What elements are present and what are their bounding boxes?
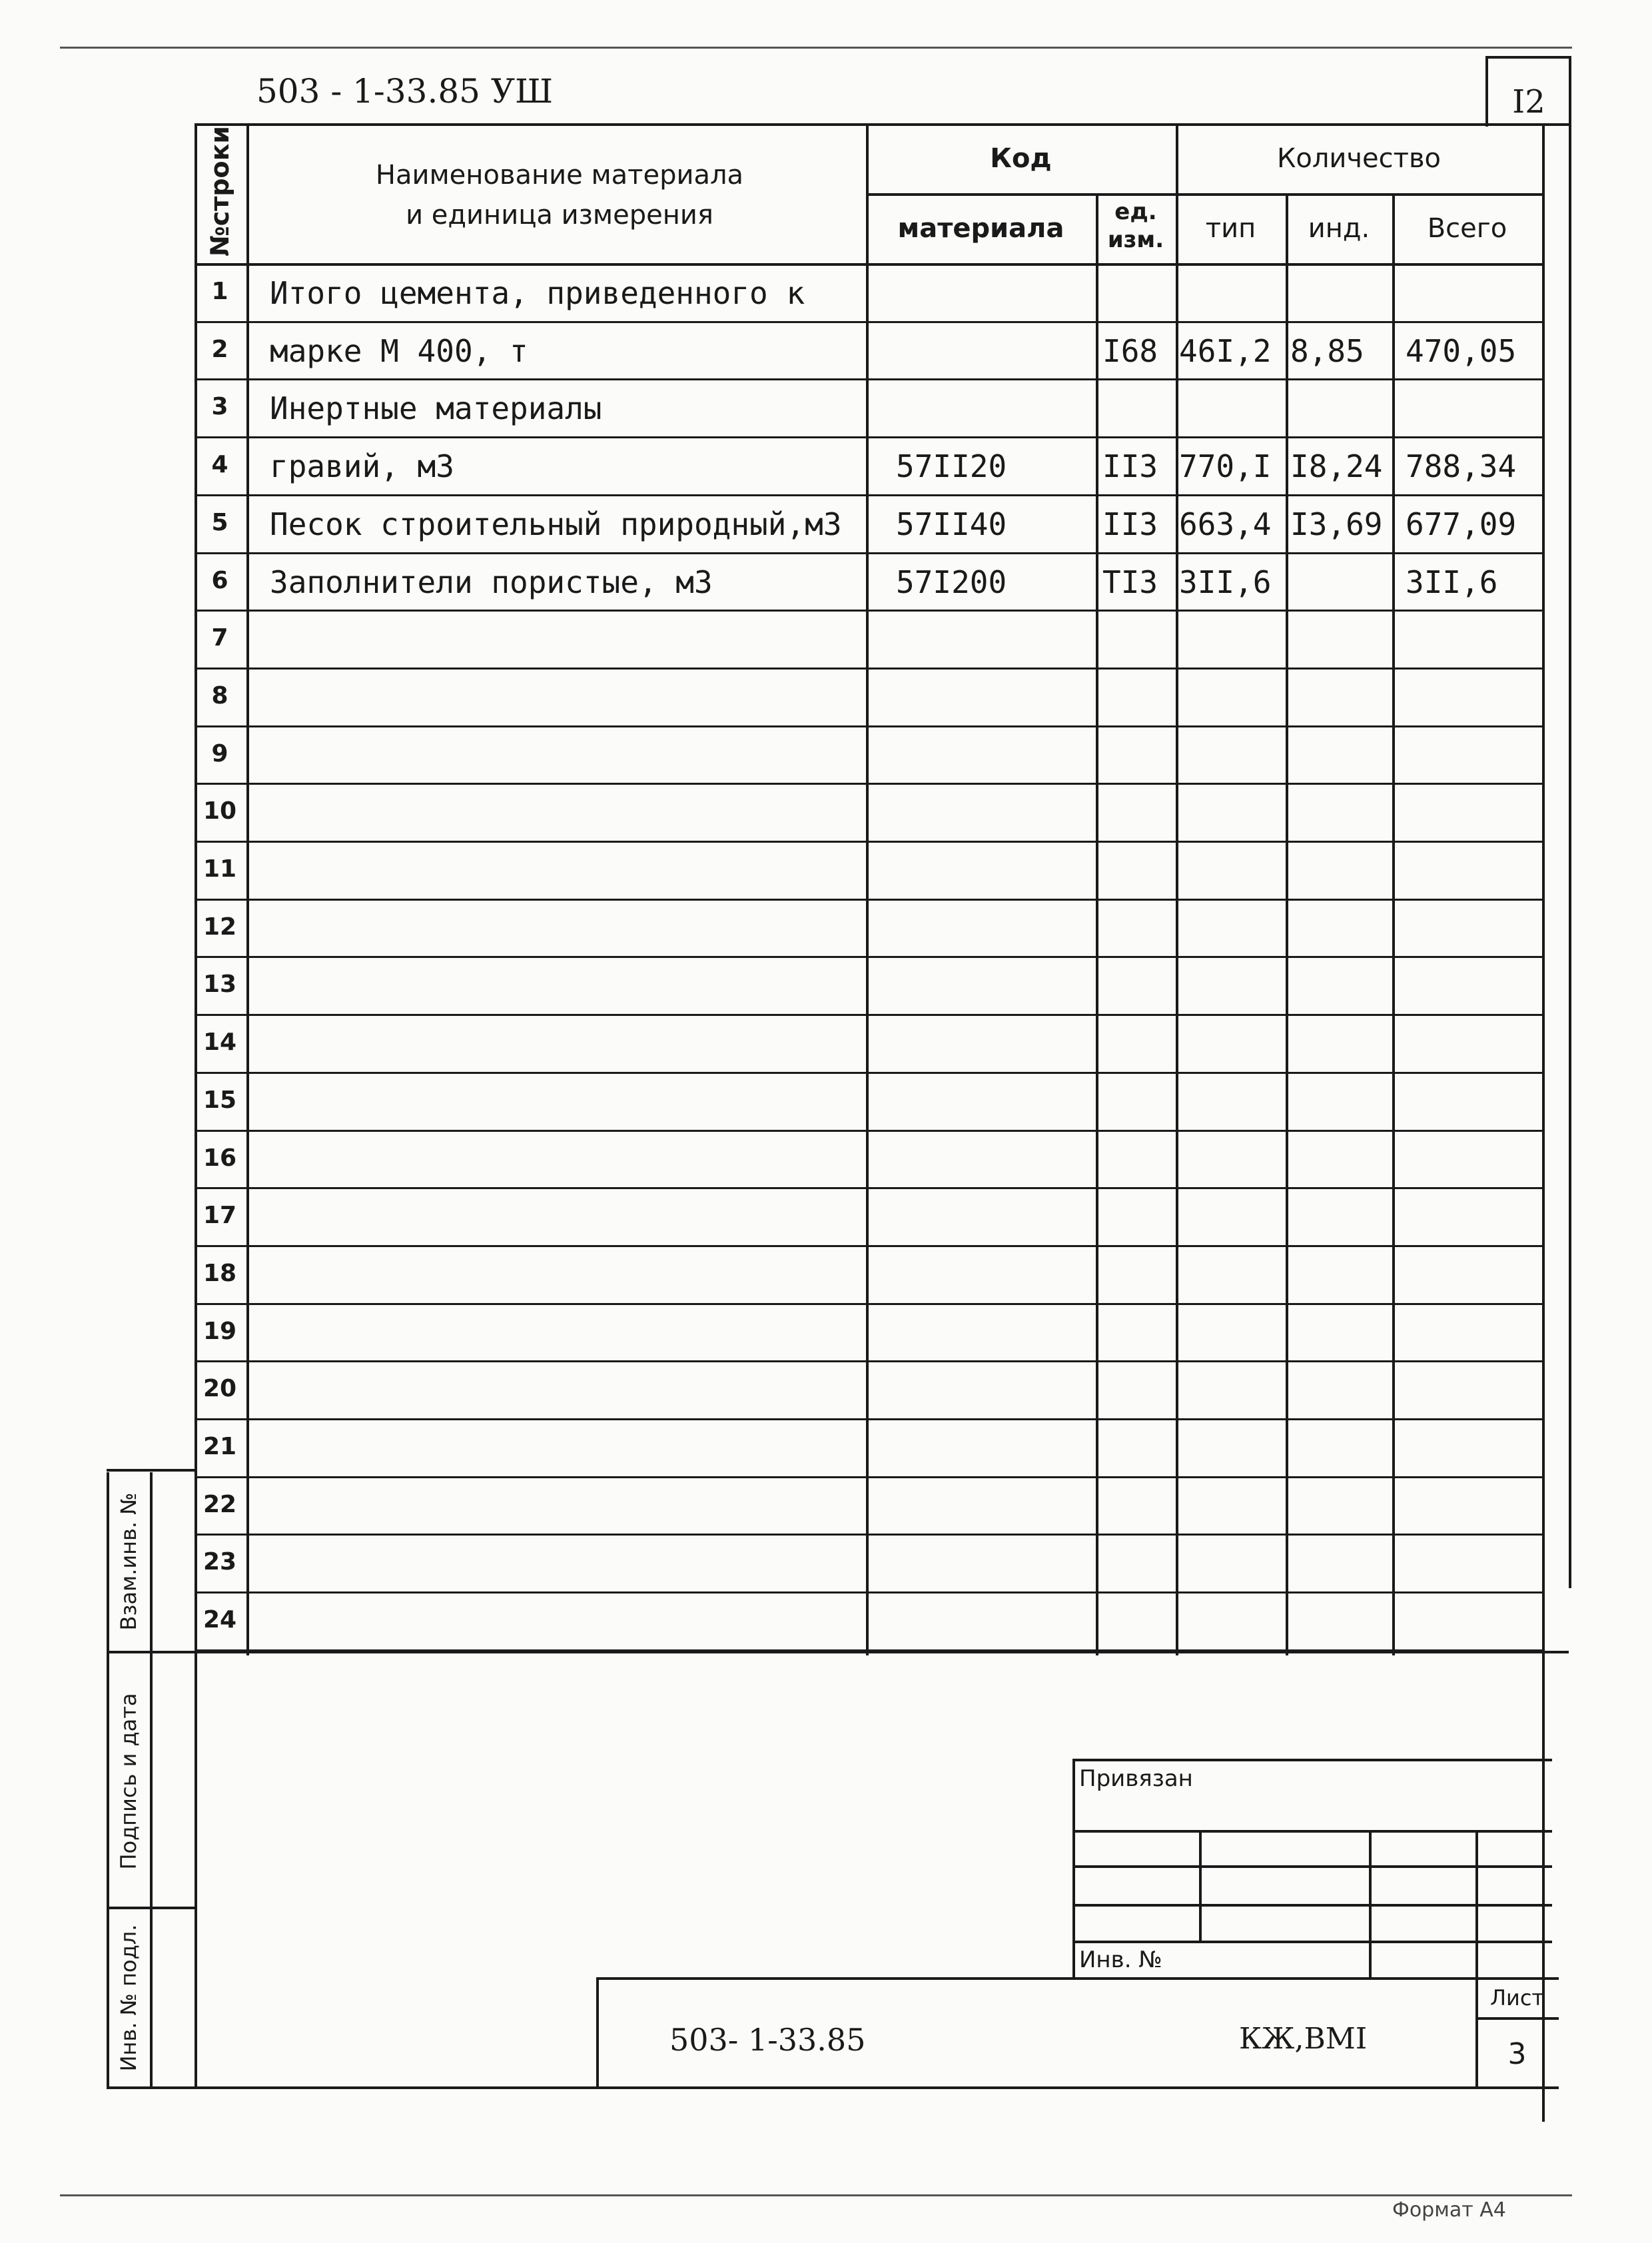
row-number: 20 <box>203 1375 237 1403</box>
row-divider <box>195 1418 1542 1420</box>
cell-code: 57I200 <box>896 564 1007 600</box>
page-bottom-frame <box>107 2086 1559 2089</box>
row-number: 17 <box>203 1202 237 1230</box>
stamp-row4 <box>1072 1941 1552 1943</box>
row-divider <box>195 610 1542 612</box>
code-col-line <box>866 123 869 1655</box>
row-divider <box>195 1476 1542 1478</box>
header-typ: тип <box>1205 213 1256 244</box>
stamp-col3 <box>1475 1830 1478 2086</box>
stamp-row2 <box>1072 1865 1552 1868</box>
total-col-line <box>1542 123 1545 2122</box>
stamp-row1 <box>1072 1830 1552 1833</box>
cell-typ: 46I,2 <box>1179 332 1272 369</box>
stamp-main-top <box>596 1977 1559 1980</box>
table-top-line <box>195 123 1569 126</box>
side-strip-div1 <box>107 1651 195 1653</box>
cell-unit: II3 <box>1102 506 1158 542</box>
row-number: 13 <box>203 971 237 999</box>
side-label-inv-orig: Инв. № подл. <box>116 1924 141 2072</box>
stamp-col2 <box>1369 1830 1372 1978</box>
stamp-inv-no: Инв. № <box>1079 1947 1162 1973</box>
row-number: 1 <box>211 278 228 305</box>
stamp-sheet-no: 3 <box>1507 2037 1527 2071</box>
cell-ind: I3,69 <box>1290 506 1383 542</box>
row-number: 18 <box>203 1259 237 1287</box>
row-divider <box>195 1534 1542 1536</box>
row-number: 19 <box>203 1317 237 1345</box>
row-number: 16 <box>203 1144 237 1172</box>
cell-name: Песок строительный природный,м3 <box>270 506 842 542</box>
table-bottom-line <box>195 1651 1569 1653</box>
header-bottom-line <box>195 263 1542 266</box>
side-label-vzam: Взам.инв. № <box>116 1492 141 1631</box>
row-number: 24 <box>203 1606 237 1634</box>
header-total: Всего <box>1427 213 1507 244</box>
row-divider <box>195 1360 1542 1362</box>
header-unit-line1: ед. <box>1114 199 1157 225</box>
row-divider <box>195 1130 1542 1132</box>
cell-typ: 663,4 <box>1179 506 1272 542</box>
row-number: 6 <box>211 566 228 594</box>
row-divider <box>195 668 1542 670</box>
row-divider <box>195 725 1542 727</box>
cell-ind: 8,85 <box>1290 332 1364 369</box>
row-divider <box>195 1591 1542 1593</box>
cell-name: гравий, м3 <box>270 448 454 485</box>
stamp-col1 <box>1199 1830 1202 1941</box>
header-ind: инд. <box>1308 213 1370 244</box>
row-number: 5 <box>211 508 228 536</box>
header-code: Код <box>990 143 1052 174</box>
header-row-no: №строки <box>205 126 234 256</box>
page-number-box-top <box>1485 56 1571 59</box>
row-divider <box>195 841 1542 843</box>
row-number: 7 <box>211 624 228 652</box>
stamp-sheet-label: Лист <box>1489 1985 1545 2011</box>
row-divider <box>195 1014 1542 1016</box>
page-number: I2 <box>1512 83 1545 121</box>
row-divider <box>195 494 1542 496</box>
row-divider <box>195 1303 1542 1305</box>
row-divider <box>195 1245 1542 1247</box>
cell-total: 788,34 <box>1406 448 1517 485</box>
row-number: 3 <box>211 393 228 421</box>
header-unit-line2: изм. <box>1107 226 1164 253</box>
row-number: 22 <box>203 1490 237 1518</box>
row-number: 11 <box>203 855 237 883</box>
cell-typ: 3II,6 <box>1179 564 1272 600</box>
row-number: 4 <box>211 451 228 479</box>
row-divider <box>195 1072 1542 1074</box>
format-label: Формат А4 <box>1392 2198 1506 2222</box>
ind-col-line <box>1392 193 1395 1655</box>
top-edge-line <box>60 47 1572 49</box>
row-divider <box>195 783 1542 785</box>
row-divider <box>195 321 1542 323</box>
row-divider <box>195 956 1542 958</box>
row-divider <box>195 378 1542 380</box>
cell-unit: I68 <box>1102 332 1158 369</box>
stamp-main-left <box>596 1977 599 2089</box>
header-name-line1: Наименование материала <box>375 160 744 191</box>
row-number: 23 <box>203 1548 237 1576</box>
qty-col-line <box>1176 123 1178 1655</box>
side-label-signature: Подпись и дата <box>116 1693 141 1870</box>
side-strip-inner <box>150 1472 153 2088</box>
row-divider <box>195 552 1542 554</box>
stamp-row3 <box>1072 1904 1552 1907</box>
stamp-privyazan: Привязан <box>1079 1765 1193 1792</box>
table-left-line <box>195 123 197 2088</box>
header-name-line2: и единица измерения <box>406 200 713 230</box>
stamp-mark: КЖ,ВМI <box>1239 2022 1368 2056</box>
right-frame-edge <box>1569 56 1571 1588</box>
cell-name: марке М 400, т <box>270 332 528 369</box>
row-divider <box>195 436 1542 438</box>
cell-typ: 770,I <box>1179 448 1272 485</box>
typ-col-line <box>1286 193 1288 1655</box>
cell-name: Итого цемента, приведенного к <box>270 275 805 311</box>
cell-total: 3II,6 <box>1406 564 1498 600</box>
row-number: 14 <box>203 1029 237 1057</box>
doc-code-top: 503 - 1-33.85 УШ <box>256 72 554 111</box>
row-number: 21 <box>203 1433 237 1460</box>
header-sub-line <box>866 193 1542 196</box>
stamp-upper-left <box>1072 1759 1075 1979</box>
cell-total: 470,05 <box>1406 332 1517 369</box>
cell-code: 57II20 <box>896 448 1007 485</box>
stamp-sheet-divider <box>1475 2017 1559 2020</box>
bottom-edge-line <box>60 2194 1572 2196</box>
row-number: 8 <box>211 681 228 709</box>
side-strip-top <box>107 1469 195 1472</box>
row-number: 9 <box>211 739 228 767</box>
stamp-upper-top <box>1072 1759 1552 1761</box>
row-number: 12 <box>203 913 237 941</box>
unit-col-line <box>1096 193 1098 1655</box>
cell-code: 57II40 <box>896 506 1007 542</box>
cell-ind: I8,24 <box>1290 448 1383 485</box>
header-quantity: Количество <box>1276 143 1441 174</box>
row-number: 10 <box>203 797 237 825</box>
stamp-doc-code: 503- 1-33.85 <box>669 2022 866 2058</box>
page-number-box-left <box>1485 56 1488 127</box>
cell-name: Заполнители пористые, м3 <box>270 564 713 600</box>
header-material: материала <box>897 213 1064 244</box>
row-divider <box>195 899 1542 901</box>
row-number: 2 <box>211 335 228 363</box>
cell-unit: II3 <box>1102 448 1158 485</box>
rownum-col-line <box>246 123 249 1655</box>
side-strip-outer <box>107 1472 109 2088</box>
row-divider <box>195 1187 1542 1189</box>
cell-name: Инертные материалы <box>270 390 602 427</box>
row-number: 15 <box>203 1086 237 1114</box>
cell-unit: TI3 <box>1102 564 1158 600</box>
cell-total: 677,09 <box>1406 506 1517 542</box>
